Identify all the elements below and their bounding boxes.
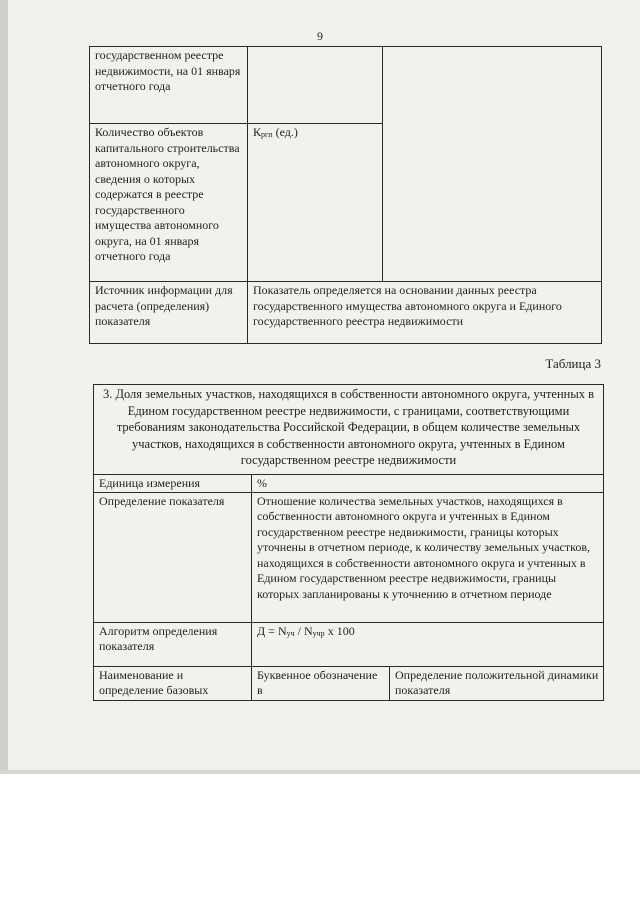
t1-row1-empty <box>248 47 383 124</box>
table-3 <box>93 384 604 701</box>
t2-title: 3. Доля земельных участков, находящихся в собственности автономного округа, учтенных в Едином государственном реестре недвижимости, с границами, соответствующими требованиям законодательства Российской Федерации, в общем количестве земельных участков, находящихся в собственности автономного округа, учтенных в Едином государственном реестре недвижимости <box>94 385 604 475</box>
scan-edge-shadow <box>0 0 8 770</box>
t1-source-label: Источник информации для расчета (определения) показателя <box>90 282 248 344</box>
formula-sub1: уч <box>286 628 295 638</box>
t1-row2-label: Количество объектов капитального строительства автономного округа, сведения о которых содержатся в реестре государственного имущества автономного округа, на 01 января отчетного года <box>90 124 248 282</box>
formula-sub2: учр <box>312 628 325 638</box>
t2-base-name: Наименование и определение базовых <box>94 666 252 700</box>
t2-positive-dynamics: Определение положительной динамики показателя <box>390 666 604 700</box>
t2-algorithm-label: Алгоритм определения показателя <box>94 622 252 666</box>
page-number: 9 <box>317 29 323 43</box>
t1-unit: (ед.) <box>275 125 298 139</box>
t2-definition-label: Определение показателя <box>94 492 252 622</box>
t2-formula <box>252 622 604 666</box>
formula-mid: / N <box>294 623 313 638</box>
t1-symbol-sub: ргп <box>261 130 273 139</box>
t2-unit-label: Единица измерения <box>94 475 252 493</box>
table-continued <box>89 46 602 344</box>
formula-rhs: x 100 <box>324 623 355 638</box>
t2-letter-designation: Буквенное обозначение в <box>252 666 390 700</box>
t1-source-value: Показатель определяется на основании данных реестра государственного имущества автономного округа и Единого государственного реестра недвижимости <box>248 282 602 344</box>
t2-definition-value: Отношение количества земельных участков, находящихся в собственности автономного округа и учтенных в Едином государственном реестре недвижимости, границы которых уточнены в отчетном периоде, к количеству земельных участков, находящихся в собственности автономного округа и учтенных в Едином государственном реестре недвижимости, границы которых запланированы к уточнению в отчетном периоде <box>252 492 604 622</box>
formula-lhs: Д = N <box>257 623 287 638</box>
t1-row1-label: государственном реестре недвижимости, на 01 января отчетного года <box>90 47 248 124</box>
t2-unit-value: % <box>252 475 604 493</box>
t1-merged-empty <box>383 47 602 282</box>
t1-row2-symbol-cell <box>248 124 383 282</box>
table-caption: Таблица 3 <box>545 356 601 371</box>
t1-symbol: К <box>253 125 262 139</box>
